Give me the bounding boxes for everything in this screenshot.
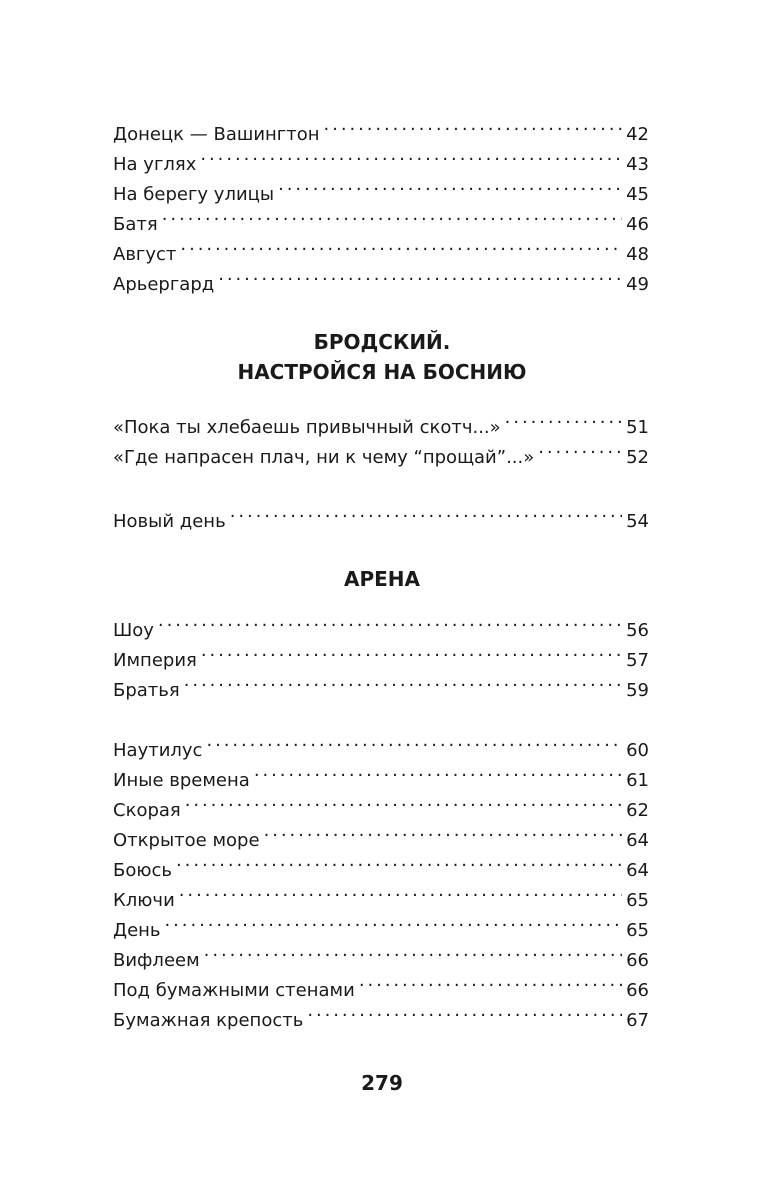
- dot-leader: [179, 876, 622, 906]
- toc-entry-page: 52: [626, 447, 649, 468]
- toc-entry-page: 56: [626, 620, 649, 641]
- dot-leader: [324, 110, 623, 140]
- dot-leader: [359, 966, 622, 996]
- dot-leader: [218, 260, 622, 290]
- toc-entry-page: 66: [626, 980, 649, 1001]
- dot-leader: [201, 636, 622, 666]
- dot-leader: [158, 606, 622, 636]
- dot-leader: [538, 433, 622, 463]
- toc-entry-page: 60: [626, 740, 649, 761]
- toc-entry-page: 49: [626, 274, 649, 295]
- toc-entry: [113, 230, 649, 265]
- toc-entry-title: Новый день: [113, 511, 226, 532]
- toc-entry: [113, 636, 649, 671]
- dot-leader: [165, 906, 623, 936]
- toc-entry-page: 61: [626, 770, 649, 791]
- toc-entry-page: 48: [626, 244, 649, 265]
- toc-entry-title: Иные времена: [113, 770, 250, 791]
- dot-leader: [307, 996, 622, 1026]
- toc-entry: [113, 966, 649, 1001]
- toc-entry-title: Бумажная крепость: [113, 1010, 304, 1031]
- dot-leader: [204, 936, 622, 966]
- toc-entry-title: Под бумажными стенами: [113, 980, 355, 1001]
- toc-entry-title: Вифлеем: [113, 950, 200, 971]
- toc-entry-page: 46: [626, 214, 649, 235]
- toc-entry-page: 66: [626, 950, 649, 971]
- toc-entry: [113, 200, 649, 235]
- toc-entry-page: 67: [626, 1010, 649, 1031]
- toc-entry: [113, 403, 649, 438]
- toc-entry-title: На углях: [113, 154, 197, 175]
- toc-entry-title: «Где напрасен плач, ни к чему “прощай”...»: [113, 447, 535, 468]
- toc-entry-page: 43: [626, 154, 649, 175]
- toc-entry: [113, 876, 649, 911]
- toc-entry-title: Наутилус: [113, 740, 203, 761]
- toc-entry: [113, 170, 649, 205]
- toc-entry-title: Боюсь: [113, 860, 173, 881]
- dot-leader: [264, 816, 623, 846]
- dot-leader: [254, 756, 622, 786]
- dot-leader: [278, 170, 622, 200]
- dot-leader: [230, 497, 622, 527]
- dot-leader: [176, 846, 622, 876]
- toc-entry-page: 54: [626, 511, 649, 532]
- toc-entry-title: Братья: [113, 680, 180, 701]
- toc-entry-page: 64: [626, 860, 649, 881]
- toc-entry: [113, 606, 649, 641]
- toc-entry: [113, 816, 649, 851]
- page-number: 279: [361, 1071, 403, 1095]
- toc-entry-title: Арьергард: [113, 274, 215, 295]
- dot-leader: [505, 403, 622, 433]
- dot-leader: [184, 666, 622, 696]
- toc-entry-title: Империя: [113, 650, 197, 671]
- toc-entry: [113, 846, 649, 881]
- toc-entry-title: День: [113, 920, 161, 941]
- toc-entry: [113, 260, 649, 295]
- toc-entry-title: Ключи: [113, 890, 175, 911]
- toc-entry-page: 62: [626, 800, 649, 821]
- toc-entry-title: Донецк — Вашингтон: [113, 124, 320, 145]
- toc-entry-page: 45: [626, 184, 649, 205]
- toc-entry: [113, 906, 649, 941]
- dot-leader: [185, 786, 622, 816]
- section-heading-brodsky: БРОДСКИЙ.: [313, 330, 451, 354]
- dot-leader: [200, 140, 622, 170]
- toc-entry-page: 42: [626, 124, 649, 145]
- toc-entry-page: 64: [626, 830, 649, 851]
- toc-entry-page: 59: [626, 680, 649, 701]
- dot-leader: [162, 200, 622, 230]
- toc-entry-page: 65: [626, 920, 649, 941]
- dot-leader: [206, 726, 622, 756]
- toc-entry: [113, 996, 649, 1031]
- toc-entry: [113, 756, 649, 791]
- toc-entry: [113, 497, 649, 532]
- toc-entry: [113, 786, 649, 821]
- toc-entry-title: Скорая: [113, 800, 181, 821]
- toc-entry: [113, 110, 649, 145]
- toc-entry-page: 51: [626, 417, 649, 438]
- toc-entry-page: 65: [626, 890, 649, 911]
- toc-entry-title: Открытое море: [113, 830, 260, 851]
- toc-entry: [113, 726, 649, 761]
- toc-entry-title: Август: [113, 244, 177, 265]
- section-heading-arena: АРЕНА: [343, 567, 420, 591]
- section-heading-brodsky-subtitle: НАСТРОЙСЯ НА БОСНИЮ: [237, 360, 527, 384]
- dot-leader: [180, 230, 622, 260]
- toc-entry: [113, 666, 649, 701]
- toc-entry: [113, 433, 649, 468]
- toc-entry-title: Батя: [113, 214, 158, 235]
- toc-entry-title: На берегу улицы: [113, 184, 275, 205]
- toc-entry-title: Шоу: [113, 620, 154, 641]
- toc-entry: [113, 936, 649, 971]
- toc-entry-page: 57: [626, 650, 649, 671]
- toc-entry-title: «Пока ты хлебаешь привычный скотч...»: [113, 417, 501, 438]
- toc-entry: [113, 140, 649, 175]
